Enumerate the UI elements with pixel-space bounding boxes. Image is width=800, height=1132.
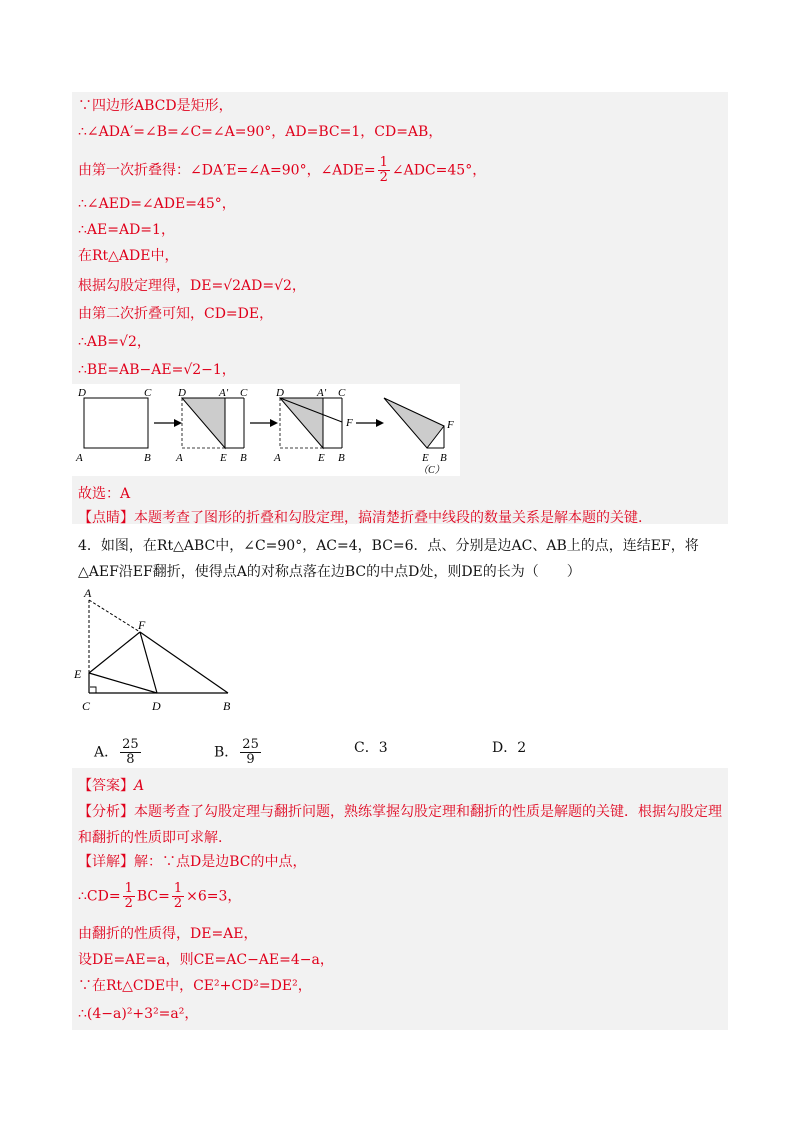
detail-line-2 (78, 882, 241, 911)
solution-line-3-a: 由第一次折叠得：∠DA′E=∠A=90°，∠ADE= (78, 162, 376, 179)
cd-b: BC= (136, 888, 170, 905)
cd-c: ×6=3， (186, 888, 242, 905)
option-c-letter: C． (354, 740, 379, 756)
option-a[interactable] (94, 738, 143, 767)
option-a-fraction (120, 738, 141, 767)
analysis-line-1 (78, 802, 722, 822)
solution-line-1: ∵四边形ABCD是矩形， (78, 98, 233, 114)
solution-line-5: ∴AE=AD=1， (78, 222, 175, 238)
comment-tag: 【点睛】 (78, 510, 134, 526)
detail-line-6: ∴(4−a)²+3²=a²， (78, 1006, 199, 1022)
option-b[interactable] (214, 738, 263, 767)
option-b-den: 9 (246, 752, 255, 767)
question-line-2: △AEF沿EF翻折，使得点A的对称点落在边BC的中点D处，则DE的长为（ ） (78, 564, 581, 580)
panel3-label-E: E (318, 452, 325, 464)
cd-frac-1-den: 2 (124, 896, 133, 911)
solution-line-4: ∴∠AED=∠ADE=45°， (78, 196, 236, 212)
panel4-label-E: E (422, 452, 429, 464)
tri-label-D: D (152, 699, 161, 713)
answer-line (78, 776, 144, 796)
comment-text: 本题考查了图形的折叠和勾股定理，搞清楚折叠中线段的数量关系是解本题的关键. (134, 510, 643, 526)
tri-label-B: B (223, 699, 231, 713)
cd-frac-1 (123, 882, 135, 911)
solution-line-7: 根据勾股定理得，DE=√2AD=√2， (78, 278, 306, 294)
tri-label-F: F (138, 618, 146, 632)
panel2-label-D: D (178, 387, 186, 399)
panel3-label-A: A (274, 452, 281, 464)
question-line-1: 4．如图，在Rt△ABC中，∠C=90°，AC=4，BC=6．点、分别是边AC、AB上的点，连结EF，将 (78, 538, 699, 554)
triangle-figure (72, 586, 252, 716)
solution-line-2: ∴∠ADA′=∠B=∠C=∠A=90°，AD=BC=1，CD=AB， (78, 124, 443, 140)
analysis-text-1: 本题考查了勾股定理与翻折问题，熟练掌握勾股定理和翻折的性质是解题的关键．根据勾股定理 (134, 804, 722, 820)
solution-line-6: 在Rt△ADE中， (78, 248, 179, 264)
analysis-tag: 【分析】 (78, 804, 134, 820)
option-a-num: 25 (122, 737, 139, 752)
panel1-label-D: D (78, 387, 86, 399)
panel1-label-A: A (76, 452, 83, 464)
panel4-label-F: F (447, 419, 454, 431)
panel3-label-F: F (346, 417, 353, 429)
panel2-label-C: C (240, 387, 248, 399)
cd-frac-2-den: 2 (173, 896, 183, 911)
option-d-text: 2 (517, 740, 527, 756)
solution-line-8: 由第二次折叠可知，CD=DE， (78, 306, 274, 322)
panel2-label-Ap: A′ (219, 387, 229, 399)
panel3-label-C: C (338, 387, 346, 399)
panel2-label-A: A (176, 452, 183, 464)
solution-line-3 (78, 156, 486, 185)
panel3-label-B: B (338, 452, 345, 464)
panel2-label-E: E (220, 452, 227, 464)
panel2-label-B: B (240, 452, 247, 464)
detail-line-1 (78, 852, 306, 872)
solution-line-10: ∴BE=AB−AE=√2−1， (78, 362, 236, 378)
option-b-fraction (240, 738, 261, 767)
analysis-line-2: 和翻折的性质即可求解. (78, 830, 223, 846)
solution-line-3-b: ∠ADC=45°， (391, 162, 487, 179)
cd-frac-2 (172, 882, 184, 911)
option-c-text: 3 (378, 740, 388, 756)
tri-label-C: C (82, 699, 91, 713)
option-a-letter: A． (94, 744, 119, 761)
panel3-label-Ap: A′ (317, 387, 327, 399)
detail-line-3: 由翻折的性质得，DE=AE， (78, 926, 258, 942)
panel4-label-Cp: （C） (418, 465, 445, 476)
panel3-label-D: D (276, 387, 284, 399)
option-d[interactable] (492, 738, 526, 758)
option-d-letter: D． (492, 740, 518, 756)
panel1-label-C: C (144, 387, 152, 399)
answer-value: A (134, 778, 145, 794)
detail-text-1: 解：∵点D是边BC的中点， (134, 854, 307, 870)
detail-line-5: ∵在Rt△CDE中，CE²+CD²=DE²， (78, 978, 312, 994)
option-a-den: 8 (126, 752, 135, 767)
tri-label-A: A (84, 586, 92, 600)
solution-line-9: ∴AB=√2， (78, 334, 151, 350)
option-b-letter: B． (214, 744, 239, 761)
fraction-half (378, 156, 390, 185)
option-c[interactable] (354, 738, 388, 758)
panel4-label-B: B (440, 452, 447, 464)
answer-tag: 【答案】 (78, 778, 134, 794)
detail-line-4: 设DE=AE=a，则CE=AC−AE=4−a， (78, 952, 334, 968)
tri-label-E: E (74, 667, 82, 681)
fold-figure (72, 384, 460, 476)
cd-frac-1-num: 1 (124, 881, 133, 896)
fraction-den: 2 (379, 170, 388, 185)
choice-line: 故选：A (78, 486, 131, 502)
cd-frac-2-num: 1 (173, 881, 183, 896)
cd-a: ∴CD= (78, 888, 121, 905)
detail-tag: 【详解】 (78, 854, 134, 870)
option-b-num: 25 (242, 737, 259, 752)
fraction-num: 1 (379, 155, 388, 170)
comment-line (78, 508, 642, 528)
panel1-label-B: B (144, 452, 151, 464)
